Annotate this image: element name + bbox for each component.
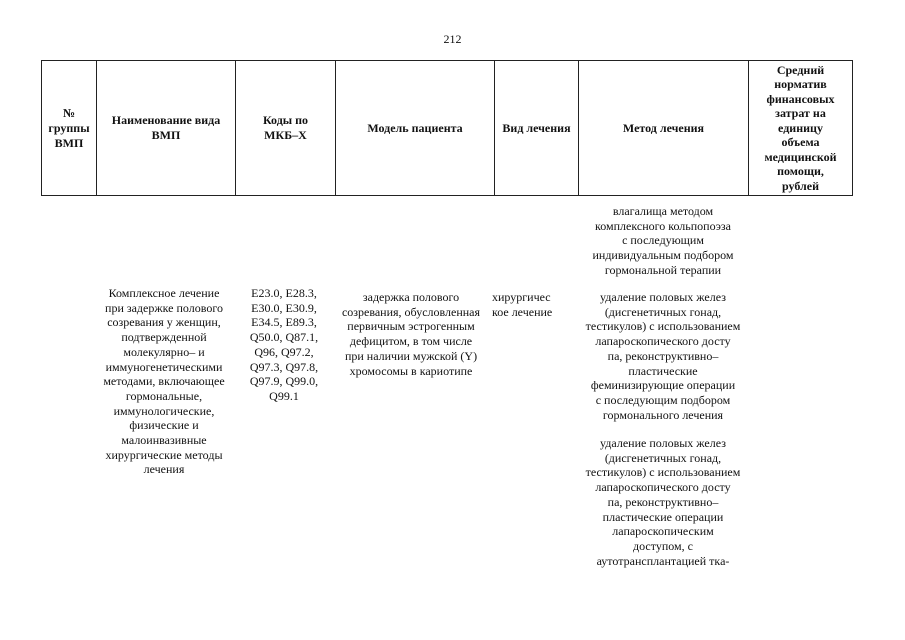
header-avg-cost: Средний норматив финансовых затрат на единицу объема медицинской помощи, рублей [749,61,853,196]
header-vmp-name: Наименование вида ВМП [97,61,236,196]
treatment-type-text: хирургичес кое лечение [492,290,553,319]
header-row [42,61,853,196]
icd-codes-text: E23.0, E28.3, E30.0, E30.9, E34.5, E89.3, Q50.0, Q87.1, Q96, Q97.2, Q97.3, Q97.8, Q97.9, Q99.0, Q99.1 [249,286,319,403]
vmp-name-text: Комплексное лечение при задержке полового созревания у женщин, подтвержденной молекулярно– и иммуногенетическими методами, включающее гормональные, иммунологические, физические и малоинвазивные хирургические методы лечения [103,286,225,477]
header-group-no: № группы ВМП [42,61,97,196]
method-text-1: удаление половых желез (дисгенетичных гонад, тестикулов) с использованием лапароскопического досту па, реконструктивно– пластические феминизирующие операции с последующим подбором гормонального лечения [585,290,741,422]
method-text-2: удаление половых желез (дисгенетичных гонад, тестикулов) с использованием лапароскопического досту па, реконструктивно– пластические операции лапароскопическим доступом, с аутотрансплантацией тка- [585,436,741,568]
header-treatment-type: Вид лечения [495,61,579,196]
patient-model-text: задержка полового созревания, обусловленная первичным эстрогенным дефицитом, в том числе при наличии мужской (Y) хромосомы в кариотипе [341,290,481,378]
header-treatment-method: Метод лечения [579,61,749,196]
header-patient-model: Модель пациента [336,61,495,196]
page-number: 212 [443,32,462,46]
table-header [41,60,853,196]
method-continuation-text: влагалища методом комплексного кольпопоэза с последующим индивидуальным подбором гормональной терапии [592,204,734,277]
header-icd-codes: Коды по МКБ–Х [236,61,336,196]
